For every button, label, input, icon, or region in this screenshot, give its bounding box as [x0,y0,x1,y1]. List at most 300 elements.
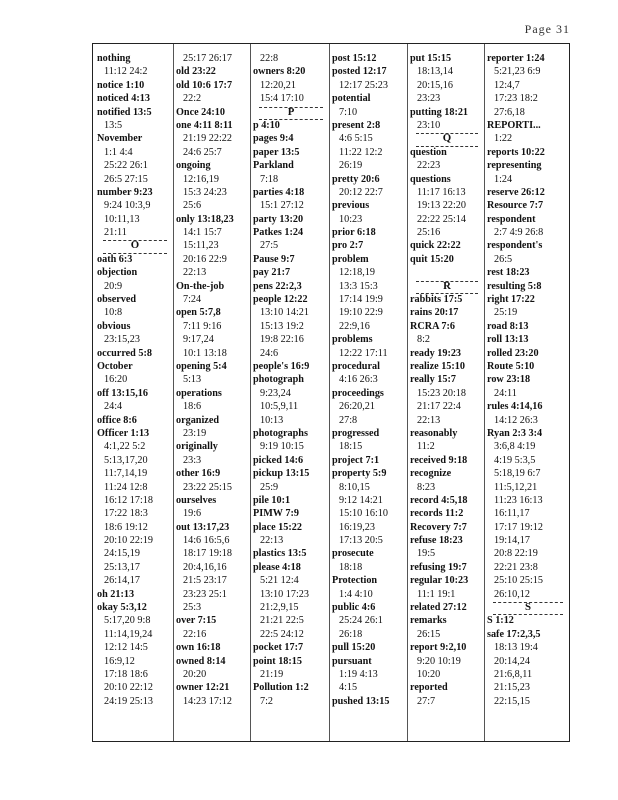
index-citation: 7:11 9:16 [183,320,222,332]
index-citation: 9:24 10:3,9 [104,200,151,212]
index-citation: 10:1 13:18 [183,347,227,359]
index-citation: 21:15,23 [494,682,530,694]
index-citation: 18:18 [339,561,363,573]
index-term: Once 24:10 [176,106,225,118]
index-citation: 27:8 [339,414,358,426]
column-divider [250,44,251,741]
index-term: okay 5:3,12 [97,602,147,614]
index-citation: 15:4 17:10 [260,93,304,105]
index-citation: 15:23 20:18 [417,387,466,399]
index-term: pretty 20:6 [332,173,380,185]
index-term: noticed 4:13 [97,93,150,105]
index-citation: 7:10 [339,106,358,118]
index-term: report 9:2,10 [410,642,467,654]
index-citation: 20:15,16 [417,79,453,91]
index-citation: 23:23 25:1 [183,588,227,600]
index-citation: 26:20,21 [339,401,375,413]
index-term: Resource 7:7 [487,200,544,212]
index-term: notice 1:10 [97,79,145,91]
index-citation: 25:13,17 [104,561,140,573]
section-letter: O [97,239,173,252]
index-term: notified 13:5 [97,106,152,118]
index-term: office 8:6 [97,414,137,426]
index-citation: 25:16 [417,227,441,239]
index-citation: 10:23 [339,213,363,225]
index-citation: 4:1,22 5:2 [104,441,146,453]
index-term: remarks [410,615,447,627]
index-term: parties 4:18 [253,186,305,198]
index-citation: 10:8 [104,307,123,319]
index-term: record 4:5,18 [410,494,468,506]
index-citation: 5:13,17,20 [104,454,148,466]
index-citation: 17:14 19:9 [339,294,383,306]
index-citation: 12:4,7 [494,79,520,91]
index-term: S 1:12 [487,615,514,627]
index-citation: 18:6 [183,401,202,413]
index-citation: 12:16,19 [183,173,219,185]
index-citation: 26:5 [494,253,513,265]
index-term: number 9:23 [97,186,153,198]
index-term: owned 8:14 [176,655,226,667]
index-term: Officer 1:13 [97,427,150,439]
index-citation: 22:22 25:14 [417,213,466,225]
index-term: proceedings [332,387,384,399]
index-citation: 21:17 22:4 [417,401,461,413]
index-citation: 21:2,9,15 [260,602,299,614]
index-citation: 18:17 19:18 [183,548,232,560]
index-citation: 21:19 [260,668,284,680]
index-term: put 15:15 [410,53,452,64]
index-term: Pause 9:7 [253,253,295,265]
index-term: really 15:7 [410,374,456,386]
index-term: oh 21:13 [97,588,135,600]
index-term: ready 19:23 [410,347,462,359]
index-citation: 19:13 22:20 [417,200,466,212]
index-term: paper 13:5 [253,146,300,158]
column-divider [173,44,174,741]
index-term: PIMW 7:9 [253,508,299,520]
index-citation: 23:15,23 [104,334,140,346]
index-citation: 7:24 [183,294,202,306]
index-citation: 12:12 14:5 [104,642,148,654]
index-term: pro 2:7 [332,240,364,252]
index-citation: 5:13 [183,374,202,386]
index-citation: 13:10 14:21 [260,307,309,319]
section-letter: R [410,280,484,293]
index-citation: 23:19 [183,427,207,439]
index-citation: 9:20 10:19 [417,655,461,667]
index-term: realize 15:10 [410,360,465,372]
index-term: progressed [332,427,380,439]
index-citation: 22:16 [183,628,207,640]
index-citation: 25:10 25:15 [494,575,543,587]
index-citation: 15:1 27:12 [260,200,304,212]
index-term: pile 10:1 [253,494,291,506]
index-citation: 9:17,24 [183,334,214,346]
index-citation: 17:18 18:6 [104,668,148,680]
index-term: pens 22:2,3 [253,280,302,292]
index-citation: 17:17 19:12 [494,521,543,533]
index-citation: 5:21 12:4 [260,575,299,587]
index-citation: 26:5 27:15 [104,173,148,185]
index-citation: 23:10 [417,119,441,131]
index-term: problem [332,253,369,265]
index-column-3 [253,52,329,738]
index-term: only 13:18,23 [176,213,234,225]
index-citation: 21:5 23:17 [183,575,227,587]
index-column-1 [97,52,173,738]
index-term: point 18:15 [253,655,302,667]
index-citation: 19:6 [183,508,202,520]
index-term: people 12:22 [253,294,308,306]
index-term: photographs [253,427,308,439]
index-term: question [410,146,447,158]
index-citation: 22:15,15 [494,695,530,707]
index-citation: 11:17 16:13 [417,186,466,198]
index-citation: 12:17 25:23 [339,79,388,91]
index-term: related 27:12 [410,602,467,614]
index-citation: 11:1 19:1 [417,588,456,600]
index-term: other 16:9 [176,468,221,480]
index-citation: 25:17 26:17 [183,53,232,64]
index-term: post 15:12 [332,53,377,64]
index-citation: 17:13 20:5 [339,535,383,547]
index-term: received 9:18 [410,454,468,466]
index-term: row 23:18 [487,374,531,386]
index-citation: 18:13,14 [417,66,453,78]
index-column-6 [487,52,569,738]
index-citation: 9:12 14:21 [339,494,383,506]
index-term: October [97,360,133,372]
index-term: roll 13:13 [487,334,529,346]
index-term: organized [176,414,220,426]
index-citation: 2:7 4:9 26:8 [494,227,544,239]
index-term: potential [332,93,371,105]
index-term: putting 18:21 [410,106,469,118]
index-term: owners 8:20 [253,66,306,78]
index-citation: 22:23 [417,160,441,172]
index-citation: 22:5 24:12 [260,628,304,640]
index-term: prior 6:18 [332,227,376,239]
index-citation: 24:19 25:13 [104,695,153,707]
index-term: recognize [410,468,452,480]
index-citation: 11:23 16:13 [494,494,543,506]
index-term: reporter 1:24 [487,53,545,64]
index-citation: 24:6 25:7 [183,146,222,158]
index-citation: 8:23 [417,481,436,493]
index-citation: 19:8 22:16 [260,334,304,346]
index-term: resulting 5:8 [487,280,542,292]
index-citation: 13:5 [104,119,123,131]
index-citation: 20:16 22:9 [183,253,227,265]
index-citation: 25:24 26:1 [339,615,383,627]
index-term: prosecute [332,548,374,560]
index-citation: 22:13 [183,267,207,279]
index-term: regular 10:23 [410,575,469,587]
index-citation: 11:22 12:2 [339,146,383,158]
index-citation: 16:12 17:18 [104,494,153,506]
index-term: out 13:17,23 [176,521,230,533]
index-citation: 4:15 [339,682,358,694]
index-citation: 3:6,8 4:19 [494,441,536,453]
index-term: problems [332,334,373,346]
index-citation: 1:19 4:13 [339,668,378,680]
index-term: quick 22:22 [410,240,461,252]
index-term: public 4:6 [332,602,376,614]
index-term: operations [176,387,222,399]
index-term: respondent's [487,240,543,252]
index-citation: 27:7 [417,695,436,707]
index-term: Protection [332,575,378,587]
index-citation: 16:20 [104,374,128,386]
index-citation: 15:3 24:23 [183,186,227,198]
index-citation: 19:10 22:9 [339,307,383,319]
index-term: pages 9:4 [253,133,294,145]
index-column-2 [176,52,250,738]
index-citation: 20:10 22:12 [104,682,153,694]
index-term: old 10:6 17:7 [176,79,233,91]
index-term: posted 12:17 [332,66,387,78]
index-citation: 12:20,21 [260,79,296,91]
index-term: RCRA 7:6 [410,320,455,332]
index-column-5 [410,52,484,738]
index-citation: 20:9 [104,280,123,292]
index-term: Ryan 2:3 3:4 [487,427,543,439]
index-term: right 17:22 [487,294,535,306]
index-citation: 10:11,13 [104,213,140,225]
index-citation: 7:2 [260,695,274,707]
index-term: nothing [97,53,131,64]
index-term: property 5:9 [332,468,387,480]
index-citation: 21:21 22:5 [260,615,304,627]
index-term: Parkland [253,160,294,172]
index-term: road 8:13 [487,320,529,332]
index-term: occurred 5:8 [97,347,152,359]
index-citation: 20:4,16,16 [183,561,227,573]
index-citation: 24:4 [104,401,123,413]
index-term: reasonably [410,427,458,439]
index-term: off 13:15,16 [97,387,148,399]
index-citation: 13:10 17:23 [260,588,309,600]
index-citation: 20:8 22:19 [494,548,538,560]
index-citation: 11:7,14,19 [104,468,148,480]
index-citation: 26:14,17 [104,575,140,587]
index-term: over 7:15 [176,615,217,627]
index-citation: 21:6,8,11 [494,668,533,680]
index-citation: 23:3 [183,454,202,466]
index-term: objection [97,267,138,279]
index-citation: 8:2 [417,334,431,346]
index-citation: 21:11 [104,227,127,239]
index-citation: 19:14,17 [494,535,530,547]
index-term: originally [176,441,218,453]
index-citation: 7:18 [260,173,279,185]
index-citation: 10:13 [260,414,284,426]
index-citation: 4:19 5:3,5 [494,454,536,466]
index-citation: 22:9,16 [339,320,370,332]
index-term: observed [97,294,137,306]
index-term: oath 6:3 [97,253,133,265]
index-term: pull 15:20 [332,642,376,654]
index-citation: 18:6 19:12 [104,521,148,533]
index-citation: 16:9,12 [104,655,135,667]
index-citation: 14:6 16:5,6 [183,535,230,547]
index-term: rolled 23:20 [487,347,539,359]
index-citation: 11:12 24:2 [104,66,148,78]
index-citation: 8:10,15 [339,481,370,493]
index-term: old 23:22 [176,66,216,78]
index-term: refusing 19:7 [410,561,467,573]
index-citation: 1:22 [494,133,513,145]
index-citation: 20:20 [183,668,207,680]
index-citation: 25:9 [260,481,279,493]
index-citation: 26:18 [339,628,363,640]
index-citation: 27:5 [260,240,279,252]
index-term: obvious [97,320,131,332]
index-citation: 18:13 19:4 [494,642,538,654]
section-letter: P [253,106,329,119]
index-citation: 24:11 [494,387,517,399]
index-term: project 7:1 [332,454,380,466]
index-term: rabbits 17:5 [410,294,463,306]
index-term: photograph [253,374,304,386]
index-citation: 12:22 17:11 [339,347,388,359]
index-term: opening 5:4 [176,360,227,372]
index-term: procedural [332,360,380,372]
index-term: November [97,133,143,145]
index-citation: 11:24 12:8 [104,481,148,493]
column-divider [484,44,485,741]
index-term: REPORTI... [487,119,541,131]
index-term: one 4:11 8:11 [176,119,233,131]
index-term: present 2:8 [332,119,381,131]
index-citation: 25:22 26:1 [104,160,148,172]
index-citation: 15:10 16:10 [339,508,388,520]
index-term: party 13:20 [253,213,304,225]
index-citation: 17:23 18:2 [494,93,538,105]
index-citation: 27:6,18 [494,106,525,118]
column-divider [407,44,408,741]
index-citation: 5:21,23 6:9 [494,66,541,78]
index-term: pay 21:7 [253,267,291,279]
index-citation: 23:23 [417,93,441,105]
index-term: picked 14:6 [253,454,304,466]
index-citation: 25:19 [494,307,518,319]
index-citation: 11:14,19,24 [104,628,153,640]
index-term: previous [332,200,370,212]
index-citation: 22:8 [260,53,279,64]
index-citation: 14:1 15:7 [183,227,222,239]
index-citation: 11:5,12,21 [494,481,538,493]
index-term: Route 5:10 [487,360,535,372]
index-citation: 22:13 [260,535,284,547]
index-citation: 15:11,23 [183,240,219,252]
index-term: On-the-job [176,280,225,292]
index-citation: 19:5 [417,548,436,560]
index-citation: 13:3 15:3 [339,280,378,292]
index-citation: 14:12 26:3 [494,414,538,426]
index-term: safe 17:2,3,5 [487,628,541,640]
index-term: open 5:7,8 [176,307,221,319]
index-citation: 24:15,19 [104,548,140,560]
index-citation: 1:4 4:10 [339,588,373,600]
index-term: reports 10:22 [487,146,545,158]
index-term: ongoing [176,160,211,172]
index-citation: 22:21 23:8 [494,561,538,573]
index-term: p 4:10 [253,119,280,131]
index-citation: 9:23,24 [260,387,291,399]
index-term: people's 16:9 [253,360,310,372]
index-citation: 5:18,19 6:7 [494,468,541,480]
index-citation [410,266,484,279]
index-citation: 20:10 22:19 [104,535,153,547]
index-citation: 20:12 22:7 [339,186,383,198]
index-citation: 18:15 [339,441,363,453]
column-divider [329,44,330,741]
index-term: pickup 13:15 [253,468,310,480]
index-term: rules 4:14,16 [487,401,543,413]
index-citation: 22:2 [183,93,202,105]
index-citation: 26:19 [339,160,363,172]
index-citation: 26:15 [417,628,441,640]
index-term: pursuant [332,655,372,667]
index-citation: 24:6 [260,347,279,359]
index-term: own 16:18 [176,642,221,654]
index-term: ourselves [176,494,217,506]
index-citation: 22:13 [417,414,441,426]
index-term: Patkes 1:24 [253,227,304,239]
index-term: pocket 17:7 [253,642,304,654]
index-term: rains 20:17 [410,307,459,319]
index-term: quit 15:20 [410,253,454,265]
index-citation: 11:2 [417,441,435,453]
index-citation: 16:11,17 [494,508,530,520]
index-term: reserve 26:12 [487,186,545,198]
index-term: reported [410,682,448,694]
index-citation: 10:5,9,11 [260,401,299,413]
index-citation: 23:22 25:15 [183,481,232,493]
index-citation: 9:19 10:15 [260,441,304,453]
index-citation: 4:16 26:3 [339,374,378,386]
index-term: respondent [487,213,536,225]
index-term: representing [487,160,542,172]
section-letter: S [487,601,569,614]
index-term: Pollution 1:2 [253,682,309,694]
index-citation: 14:23 17:12 [183,695,232,707]
index-citation: 21:19 22:22 [183,133,232,145]
index-column-4 [332,52,407,738]
index-term: plastics 13:5 [253,548,307,560]
index-term: rest 18:23 [487,267,530,279]
index-term: refuse 18:23 [410,535,463,547]
word-index-table [92,43,570,742]
section-letter: Q [410,132,484,145]
index-term: questions [410,173,451,185]
index-term: owner 12:21 [176,682,230,694]
index-term: records 11:2 [410,508,464,520]
index-citation: 4:6 5:15 [339,133,373,145]
index-citation: 1:24 [494,173,513,185]
index-citation: 26:10,12 [494,588,530,600]
index-term: Recovery 7:7 [410,521,467,533]
page-number: Page 31 [524,22,570,36]
index-citation: 10:20 [417,668,441,680]
index-citation: 16:19,23 [339,521,375,533]
index-term: please 4:18 [253,561,301,573]
index-citation: 17:22 18:3 [104,508,148,520]
index-citation: 1:1 4:4 [104,146,133,158]
index-citation: 15:13 19:2 [260,320,304,332]
